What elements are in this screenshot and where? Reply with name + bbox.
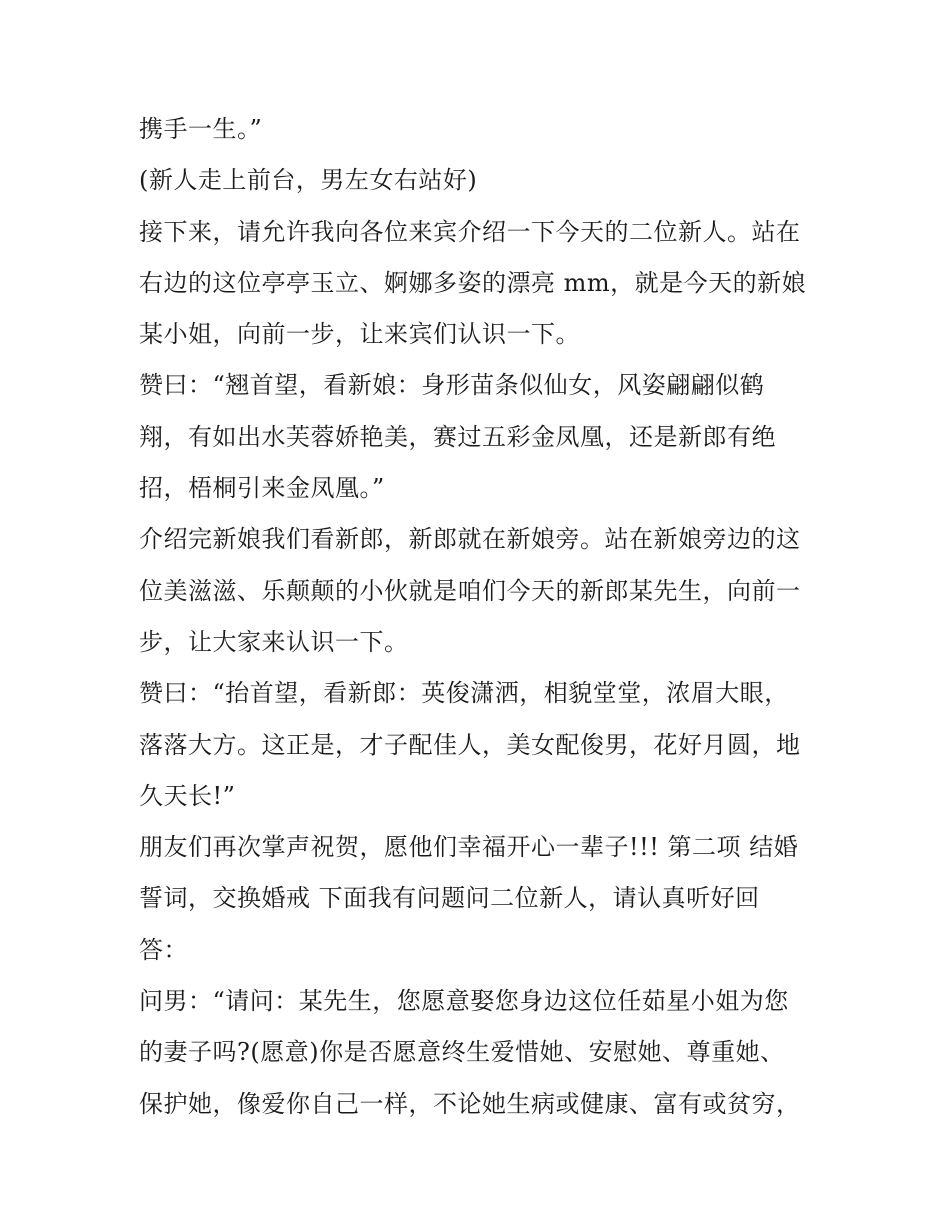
text-line: 介绍完新娘我们看新郎，新郎就在新娘旁。站在新娘旁边的这 <box>139 525 801 554</box>
text-line: 赞曰：“抬首望，看新郎：英俊潇洒，相貌堂堂，浓眉大眼， <box>139 679 789 708</box>
document-body <box>139 104 829 1130</box>
text-line: 保护她，像爱你自己一样，不论她生病或健康、富有或贫穷， <box>139 1089 801 1118</box>
text-line: 招，梧桐引来金凤凰。” <box>139 474 385 503</box>
text-line: 翔，有如出水芙蓉娇艳美，赛过五彩金凤凰，还是新郎有绝 <box>139 422 776 451</box>
text-line: 赞曰：“翘首望，看新娘：身形苗条似仙女，风姿翩翩似鹤 <box>139 371 765 400</box>
text-line: 接下来，请允许我向各位来宾介绍一下今天的二位新人。站在 <box>139 217 801 246</box>
text-line: (新人走上前台，男左女右站好) <box>139 166 478 195</box>
text-line: 位美滋滋、乐颠颠的小伙就是咱们今天的新郎某先生，向前一 <box>139 576 801 605</box>
text-line: 誓词，交换婚戒 下面我有问题问二位新人，请认真听好回 <box>139 884 760 913</box>
text-line: 某小姐，向前一步，让来宾们认识一下。 <box>139 320 580 349</box>
text-line: 的妻子吗?(愿意)你是否愿意终生爱惜她、安慰她、尊重她、 <box>139 1038 785 1067</box>
text-line: 携手一生。” <box>139 115 263 143</box>
text-line: 久天长!” <box>139 781 236 810</box>
text-line: 朋友们再次掌声祝贺，愿他们幸福开心一辈子!!! 第二项 结婚 <box>139 833 799 862</box>
text-line: 步，让大家来认识一下。 <box>139 627 409 656</box>
text-line: 右边的这位亭亭玉立、婀娜多姿的漂亮 mm，就是今天的新娘 <box>139 268 807 297</box>
text-line: 问男：“请问：某先生，您愿意娶您身边这位任茹星小姐为您 <box>139 987 789 1016</box>
text-line: 答： <box>139 935 188 964</box>
text-line: 落落大方。这正是，才子配佳人，美女配俊男，花好月圆，地 <box>139 730 801 759</box>
